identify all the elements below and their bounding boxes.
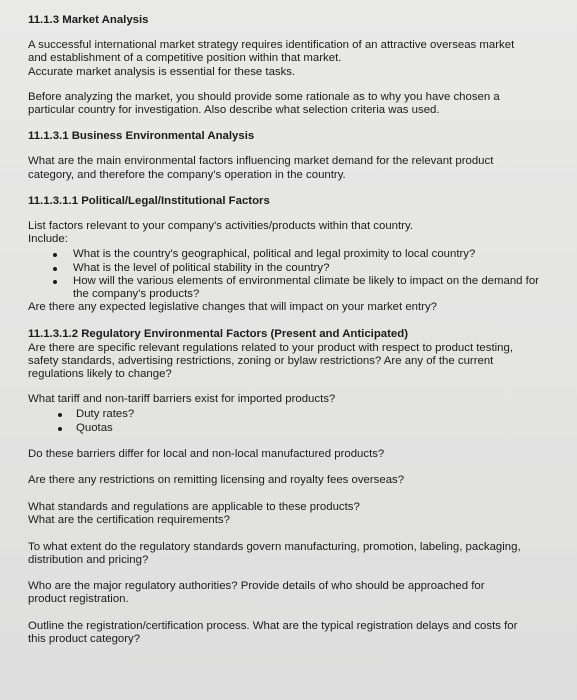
heading-business-environmental-analysis: 11.1.3.1 Business Environmental Analysis [28, 130, 255, 143]
factors-paragraph [28, 220, 558, 314]
authorities-line: product registration. [28, 593, 129, 606]
authorities-line: Who are the major regulatory authorities? Provide details of who should be approached for [28, 580, 485, 593]
local-question: Do these barriers differ for local and non-local manufactured products? [28, 447, 385, 460]
political-bullet-list [28, 248, 558, 301]
standards-line: What standards and regulations are applicable to these products? [28, 501, 360, 514]
bullet-text: What is the level of political stability in the country? [73, 261, 330, 274]
intro-line: Accurate market analysis is essential for these tasks. [28, 65, 296, 78]
bullet-icon [58, 427, 62, 431]
list-item [28, 275, 558, 301]
regulatory-line: Are there are specific relevant regulations related to your product with respect to product testing, [28, 341, 513, 354]
standards-paragraph [28, 501, 558, 527]
authorities-paragraph [28, 580, 558, 606]
intro-line: and establishment of a competitive position within that market. [28, 52, 342, 65]
legislative-question: Are there any expected legislative changes that will impact on your market entry? [28, 301, 438, 314]
outline-line: this product category? [28, 632, 141, 645]
rationale-line: Before analyzing the market, you should provide some rationale as to why you have chosen a [28, 90, 500, 103]
factors-line: List factors relevant to your company's activities/products within that country. [28, 220, 413, 233]
bullet-icon [53, 267, 57, 271]
bullet-text: Duty rates? [76, 408, 135, 421]
bullet-text: How will the various elements of environmental climate be likely to impact on the demand for the company's products? [73, 274, 539, 301]
rationale-line: particular country for investigation. Also describe what selection criteria was used. [28, 104, 440, 117]
environment-line: category, and therefore the company's operation in the country. [28, 168, 346, 181]
barrier-bullet-list [28, 408, 558, 434]
bullet-text: What is the country's geographical, political and legal proximity to local country? [73, 248, 476, 261]
environment-line: What are the main environmental factors influencing market demand for the relevant product [28, 155, 494, 168]
factors-line: Include: [28, 233, 68, 246]
environment-paragraph [28, 155, 558, 181]
intro-paragraph [28, 39, 558, 79]
rationale-paragraph [28, 91, 558, 117]
intro-line: A successful international market strategy requires identification of an attractive overseas market [28, 39, 515, 52]
regulatory-paragraph [28, 342, 558, 382]
extent-line: distribution and pricing? [28, 553, 149, 566]
bullet-icon [53, 253, 57, 257]
heading-regulatory-factors: 11.1.3.1.2 Regulatory Environmental Factors (Present and Anticipated) [28, 328, 409, 341]
bullet-icon [58, 413, 62, 417]
heading-market-analysis: 11.1.3 Market Analysis [28, 14, 149, 26]
barriers-paragraph [28, 393, 558, 435]
bullet-icon [53, 280, 57, 284]
outline-paragraph [28, 620, 558, 646]
regulatory-line: safety standards, advertising restrictions, zoning or bylaw restrictions? Are any of the current [28, 354, 494, 367]
list-item [28, 248, 558, 261]
barriers-question: What tariff and non-tariff barriers exist for imported products? [28, 393, 336, 406]
list-item [28, 422, 558, 435]
heading-political-legal-factors: 11.1.3.1.1 Political/Legal/Institutional Factors [28, 194, 270, 207]
extent-line: To what extent do the regulatory standards govern manufacturing, promotion, labeling, packaging, [28, 540, 521, 553]
outline-line: Outline the registration/certification process. What are the typical registration delays and costs for [28, 619, 518, 632]
document-content [28, 14, 558, 646]
royalty-question: Are there any restrictions on remitting licensing and royalty fees overseas? [28, 474, 405, 487]
standards-line: What are the certification requirements? [28, 514, 230, 527]
list-item [28, 408, 558, 421]
bullet-text: Quotas [76, 421, 113, 434]
list-item [28, 262, 558, 275]
extent-paragraph [28, 541, 558, 567]
regulatory-line: regulations likely to change? [28, 368, 172, 381]
